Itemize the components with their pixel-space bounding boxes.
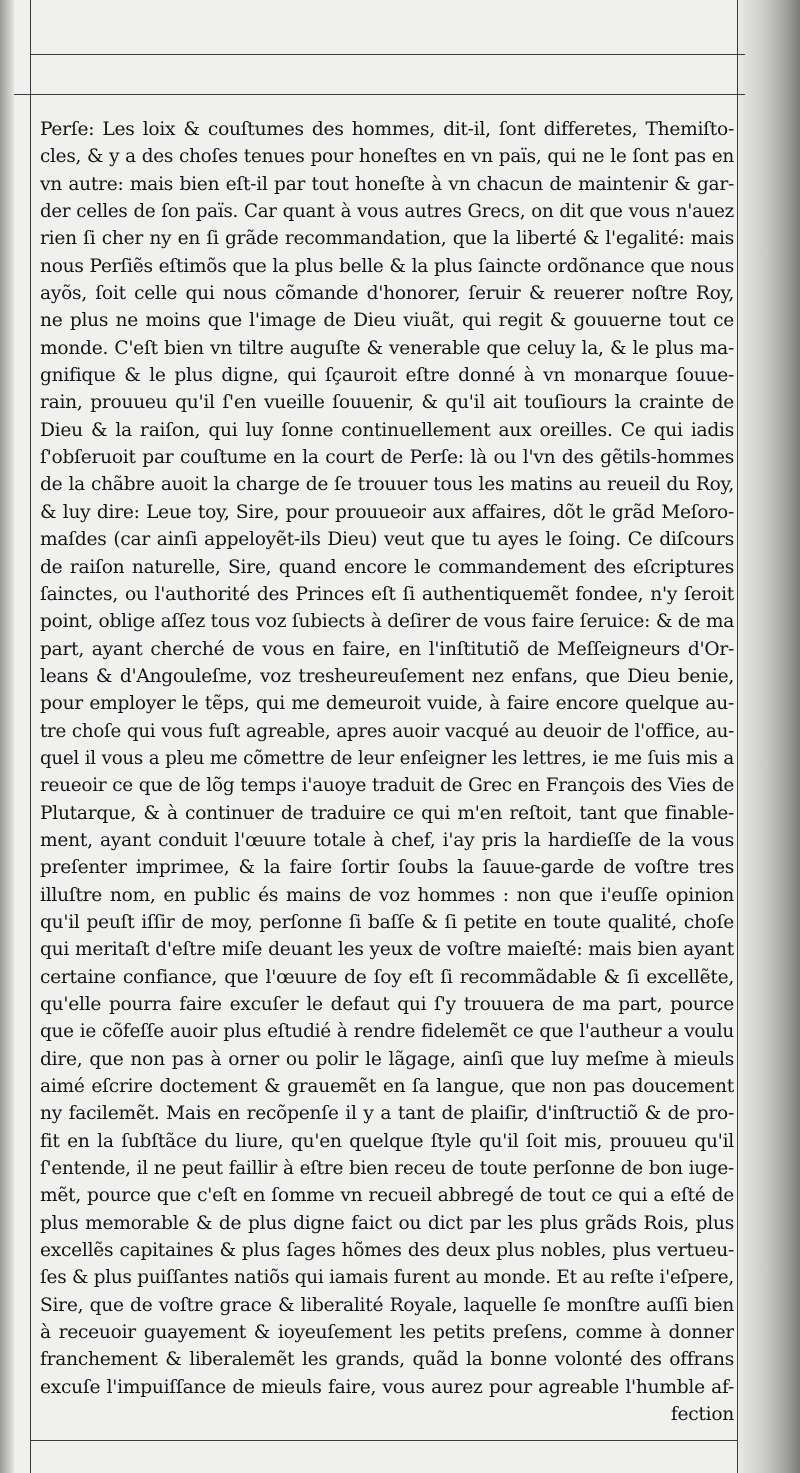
text-line: illuſtre nom, en public és mains de voz hommes : non que i'euſſe opinion [40, 884, 734, 906]
text-line: part, ayant cherché de vous en faire, en l'inſtitutiõ de Meſſeigneurs d'Or- [40, 638, 734, 660]
binding-gutter [738, 0, 800, 1473]
text-line: certaine confiance, que l'œuure de ſoy eſt ſi recommãdable & ſi excellẽte, [40, 966, 734, 988]
text-line: rain, prouueu qu'il ſ'en vueille ſouuenir, & qu'il ait touſiours la crainte de [40, 392, 734, 414]
text-line: gnifique & le plus digne, qui ſçauroit eſtre donné à vn monarque ſouue- [40, 365, 734, 387]
text-line: quel il vous a pleu me cõmettre de leur enſeigner les lettres, ie me ſuis mis a [40, 747, 734, 769]
text-line: monde. C'eſt bien vn tiltre auguſte & venerable que celuy la, & le plus ma- [40, 337, 734, 359]
text-line: tre choſe qui vous fuſt agreable, apres auoir vacqué au deuoir de l'office, au- [40, 720, 734, 742]
right-margin-rule [737, 0, 738, 1473]
text-line: fit en la ſubſtãce du liure, qu'en quelque ſtyle qu'il ſoit mis, prouueu qu'il [40, 1130, 734, 1152]
text-line: vn autre: mais bien eſt-il par tout honeſte à vn chacun de maintenir & gar- [40, 173, 734, 195]
text-line: fection [670, 1404, 734, 1426]
text-line: excuſe l'impuiſſance de mieuls faire, vous aurez pour agreable l'humble af- [40, 1376, 734, 1398]
text-line: que ie cõfeſſe auoir plus eſtudié à rendre fidelemẽt ce que l'autheur a voulu [40, 1021, 734, 1043]
text-line: ſ'obſeruoit par couſtume en la court de Perſe: là ou l'vn des gẽtils-hommes [40, 447, 734, 469]
left-margin-rule [30, 0, 31, 1473]
header-rule [14, 94, 745, 95]
text-line: maſdes (car ainſi appeloyẽt-ils Dieu) veut que tu ayes le ſoing. Ce diſcours [40, 529, 734, 551]
text-line: ſainctes, ou l'authorité des Princes eſt ſi authentiquemẽt fondee, n'y ſeroit [40, 583, 734, 605]
text-line: excellẽs capitaines & plus ſages hõmes des deux plus nobles, plus vertueu- [40, 1240, 734, 1262]
text-line: qui meritaſt d'eſtre miſe deuant les yeux de voſtre maieſté: mais bien ayant [40, 939, 734, 961]
text-line: de la chãbre auoit la charge de ſe trouuer tous les matins au reueil du Roy, [40, 474, 734, 496]
text-line: leans & d'Angouleſme, voz tresheureuſement nez enfans, que Dieu benie, [40, 665, 734, 687]
text-line: ny facilemẽt. Mais en recõpenſe il y a tant de plaiſir, d'inſtructiõ & de pro- [40, 1103, 734, 1125]
text-line: ſ'entende, il ne peut faillir à eſtre bien receu de toute perſonne de bon iuge- [40, 1158, 734, 1180]
text-line: aimé eſcrire doctement & grauemẽt en ſa langue, que non pas doucement [40, 1076, 734, 1098]
body-text [40, 116, 734, 1429]
text-line: pour employer le tẽps, qui me demeuroit vuide, à faire encore quelque au- [40, 693, 734, 715]
text-line: dire, que non pas à orner ou polir le lãgage, ainſi que luy meſme à mieuls [40, 1048, 734, 1070]
text-line: Plutarque, & à continuer de traduire ce qui m'en reſtoit, tant que finable- [40, 802, 734, 824]
text-line: Dieu & la raiſon, qui luy ſonne continuellement aux oreilles. Ce qui iadis [40, 419, 734, 441]
text-line: à receuoir guayement & ioyeuſement les petits preſens, comme à donner [40, 1322, 734, 1344]
text-line: ne plus ne moins que l'image de Dieu viuãt, qui regit & gouuerne tout ce [40, 310, 734, 332]
text-line: point, oblige aſſez tous voz ſubiects à deſirer de vous faire ſeruice: & de ma [40, 611, 734, 633]
text-line: ſes & plus puiſſantes natiõs qui iamais furent au monde. Et au reſte i'eſpere, [40, 1267, 734, 1289]
text-line: qu'elle pourra faire excuſer le defaut qui ſ'y trouuera de ma part, pource [40, 994, 734, 1015]
text-line: ment, ayant conduit l'œuure totale à chef, i'ay pris la hardieſſe de la vous [40, 829, 734, 851]
text-line: Perſe: Les loix & couſtumes des hommes, dit-il, ſont differetes, Themiſto- [40, 119, 734, 140]
text-line: nous Perſiẽs eſtimõs que la plus belle & la plus ſaincte ordõnance que nous [40, 255, 734, 277]
text-line: plus memorable & de plus digne faict ou dict par les plus grãds Rois, plus [40, 1212, 734, 1234]
top-rule [30, 54, 745, 55]
text-line: reueoir ce que de lõg temps i'auoye traduit de Grec en François des Vies de [40, 775, 734, 797]
text-line: der celles de ſon païs. Car quant à vous autres Grecs, on dit que vous n'auez [40, 201, 734, 223]
text-line: qu'il peuſt iſſir de moy, perſonne ſi baſſe & ſi petite en toute qualité, choſe [40, 911, 734, 933]
bottom-rule [30, 1440, 737, 1441]
text-line: de raiſon naturelle, Sire, quand encore le commandement des eſcriptures [40, 556, 734, 578]
text-line: cles, & y a des choſes tenues pour honeſtes en vn païs, qui ne le ſont pas en [40, 146, 734, 168]
text-line: Sire, que de voſtre grace & liberalité Royale, laquelle ſe monſtre auſſi bien [40, 1294, 734, 1316]
text-line: ayõs, ſoit celle qui nous cõmande d'honorer, ſeruir & reuerer noſtre Roy, [40, 283, 734, 305]
text-line: preſenter imprimee, & la faire ſortir ſoubs la ſauue-garde de voſtre tres [40, 857, 734, 879]
text-line: & luy dire: Leue toy, Sire, pour prouueoir aux affaires, dõt le grãd Meſoro- [40, 501, 734, 523]
text-line: franchement & liberalemẽt les grands, quãd la bonne volonté des offrans [40, 1349, 734, 1371]
page-left-edge-shadow [0, 0, 14, 1473]
text-line: rien ſi cher ny en ſi grãde recommandation, que la liberté & l'egalité: mais [40, 228, 734, 250]
text-line: mẽt, pource que c'eſt en ſomme vn recueil abbregé de tout ce qui a eſté de [40, 1185, 734, 1207]
